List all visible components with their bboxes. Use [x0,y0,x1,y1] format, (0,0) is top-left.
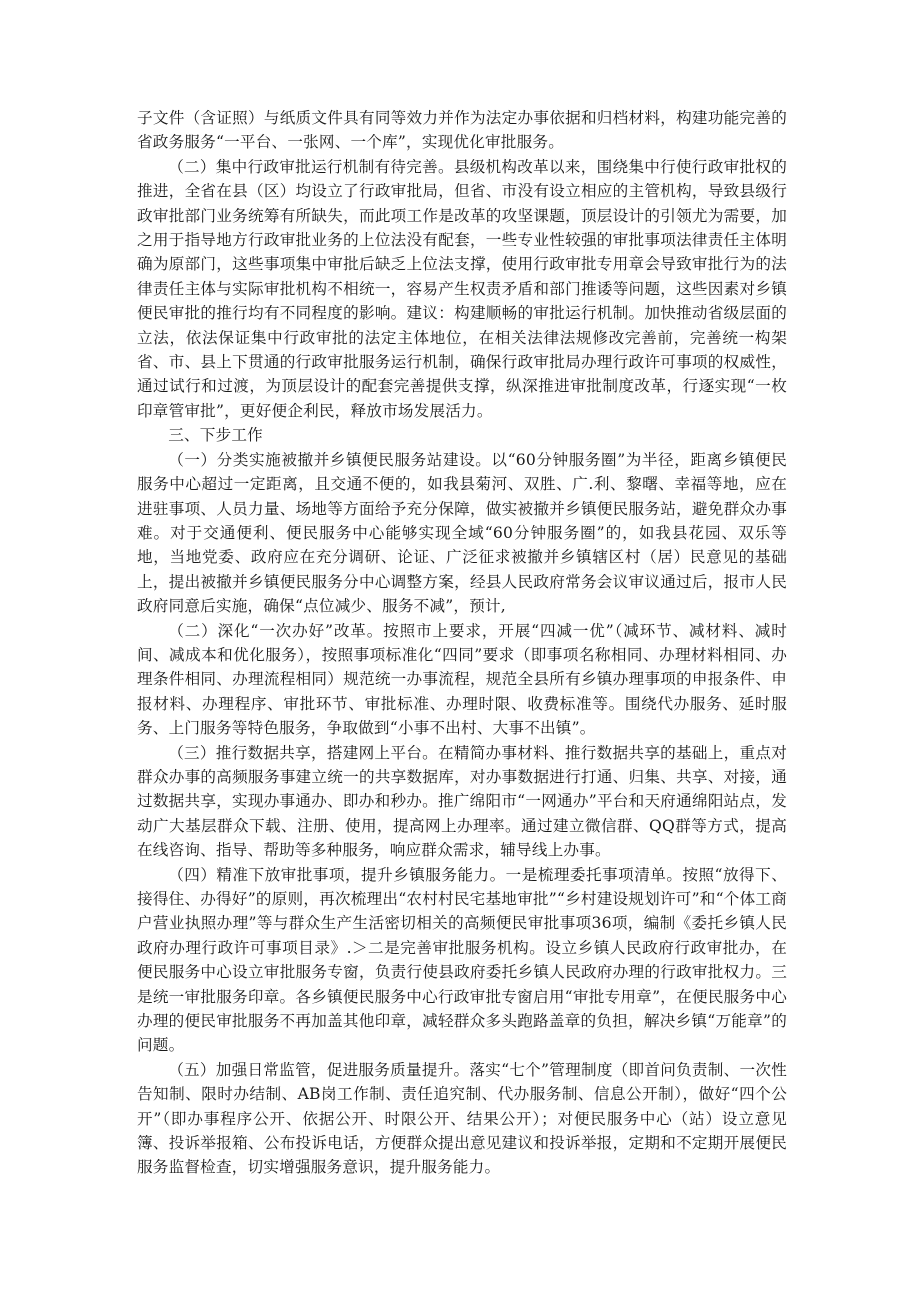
document-body [137,106,787,1180]
paragraph-step-2: （二）深化“一次办好”改革。按照市上要求，开展“四减一优”（减环节、减材料、减时间、减成本和优化服务），按照事项标准化“四同”要求（即事项名称相同、办理材料相同、办理条件相同、办理流程相同）规范统一办事流程，规范全县所有乡镇办理事项的申报条件、申报材料、办理程序、审批环节、审批标准、办理时限、收费标准等。围绕代办服务、延时服务、上门服务等特色服务，争取做到“小事不出村、大事不出镇”。 [137,621,787,738]
paragraph-step-1: （一）分类实施被撤并乡镇便民服务站建设。以“60分钟服务圈”为半径，距离乡镇便民服务中心超过一定距离，且交通不便的，如我县菊河、双胜、广.利、黎曙、幸福等地，应在进驻事项、人员力量、场地等方面给予充分保障，做实被撤并乡镇便民服务站，避免群众办事难。对于交通便利、便民服务中心能够实现全域“60分钟服务圈”的，如我县花园、双乐等地，当地党委、政府应在充分调研、论证、广泛征求被撤并乡镇辖区村（居）民意见的基础上，提出被撤并乡镇便民服务分中心调整方案，经县人民政府常务会议审议通过后，报市人民政府同意后实施，确保“点位减少、服务不减”，预计, [137,450,787,616]
paragraph-step-3: （三）推行数据共享，搭建网上平台。在精简办事材料、推行数据共享的基础上，重点对群众办事的高频服务事建立统一的共享数据库，对办事数据进行打通、归集、共享、对接，通过数据共享，实现办事通办、即办和秒办。推广绵阳市“一网通办”平台和天府通绵阳站点，发动广大基层群众下载、注册、使用，提高网上办理率。通过建立微信群、QQ群等方式，提高在线咨询、指导、帮助等多种服务，响应群众需求，辅导线上办事。 [137,743,787,860]
paragraph-continuation: 子文件（含证照）与纸质文件具有同等效力并作为法定办事依据和归档材料，构建功能完善的省政务服务“一平台、一张网、一个库”，实现优化审批服务。 [137,109,787,152]
section-heading-next-steps: 三、下步工作 [168,426,263,445]
paragraph-step-5: （五）加强日常监管，促进服务质量提升。落实“七个”管理制度（即首问负责制、一次性告知制、限时办结制、AB岗工作制、责任追究制、代办服务制、信息公开制），做好“四个公开”（即办事程序公开、依据公开、时限公开、结果公开）；对便民服务中心（站）设立意见簿、投诉举报箱、公布投诉电话，方便群众提出意见建议和投诉举报，定期和不定期开展便民服务监督检查，切实增强服务意识，提升服务能力。 [137,1060,787,1177]
paragraph-section-2-2: （二）集中行政审批运行机制有待完善。县级机构改革以来，围绕集中行使行政审批权的推进，全省在县（区）均设立了行政审批局，但省、市没有设立相应的主管机构，导致县级行政审批部门业务统筹有所缺失，而此项工作是改革的攻坚课题，顶层设计的引领尤为需要，加之用于指导地方行政审批业务的上位法没有配套，一些专业性较强的审批事项法律责任主体明确为原部门，这些事项集中审批后缺乏上位法支撑，使用行政审批专用章会导致审批行为的法律责任主体与实际审批机构不相统一，容易产生权责矛盾和部门推诿等问题，这些因素对乡镇便民审批的推行均有不同程度的影响。建议：构建顺畅的审批运行机制。加快推动省级层面的立法，依法保证集中行政审批的法定主体地位，在相关法律法规修改完善前，完善统一构架省、市、县上下贯通的行政审批服务运行机制，确保行政审批局办理行政许可事项的权威性，通过试行和过渡，为顶层设计的配套完善提供支撑，纵深推进审批制度改革，行逐实现“一枚印章管审批”，更好便企利民，释放市场发展活力。 [137,157,787,420]
paragraph-step-4: （四）精准下放审批事项，提升乡镇服务能力。一是梳理委托事项清单。按照“放得下、接得住、办得好”的原则，再次梳理出“农村村民宅基地审批”“乡村建设规划许可”和“个体工商户营业执照办理”等与群众生产生活密切相关的高频便民审批事项36项，编制《委托乡镇人民政府办理行政许可事项目录》.＞二是完善审批服务机构。设立乡镇人民政府行政审批办，在便民服务中心设立审批服务专窗，负责行使县政府委托乡镇人民政府办理的行政审批权力。三是统一审批服务印章。各乡镇便民服务中心行政审批专窗启用“审批专用章”，在便民服务中心办理的便民审批服务不再加盖其他印章，减轻群众多头跑路盖章的负担，解决乡镇“万能章”的问题。 [137,865,787,1055]
